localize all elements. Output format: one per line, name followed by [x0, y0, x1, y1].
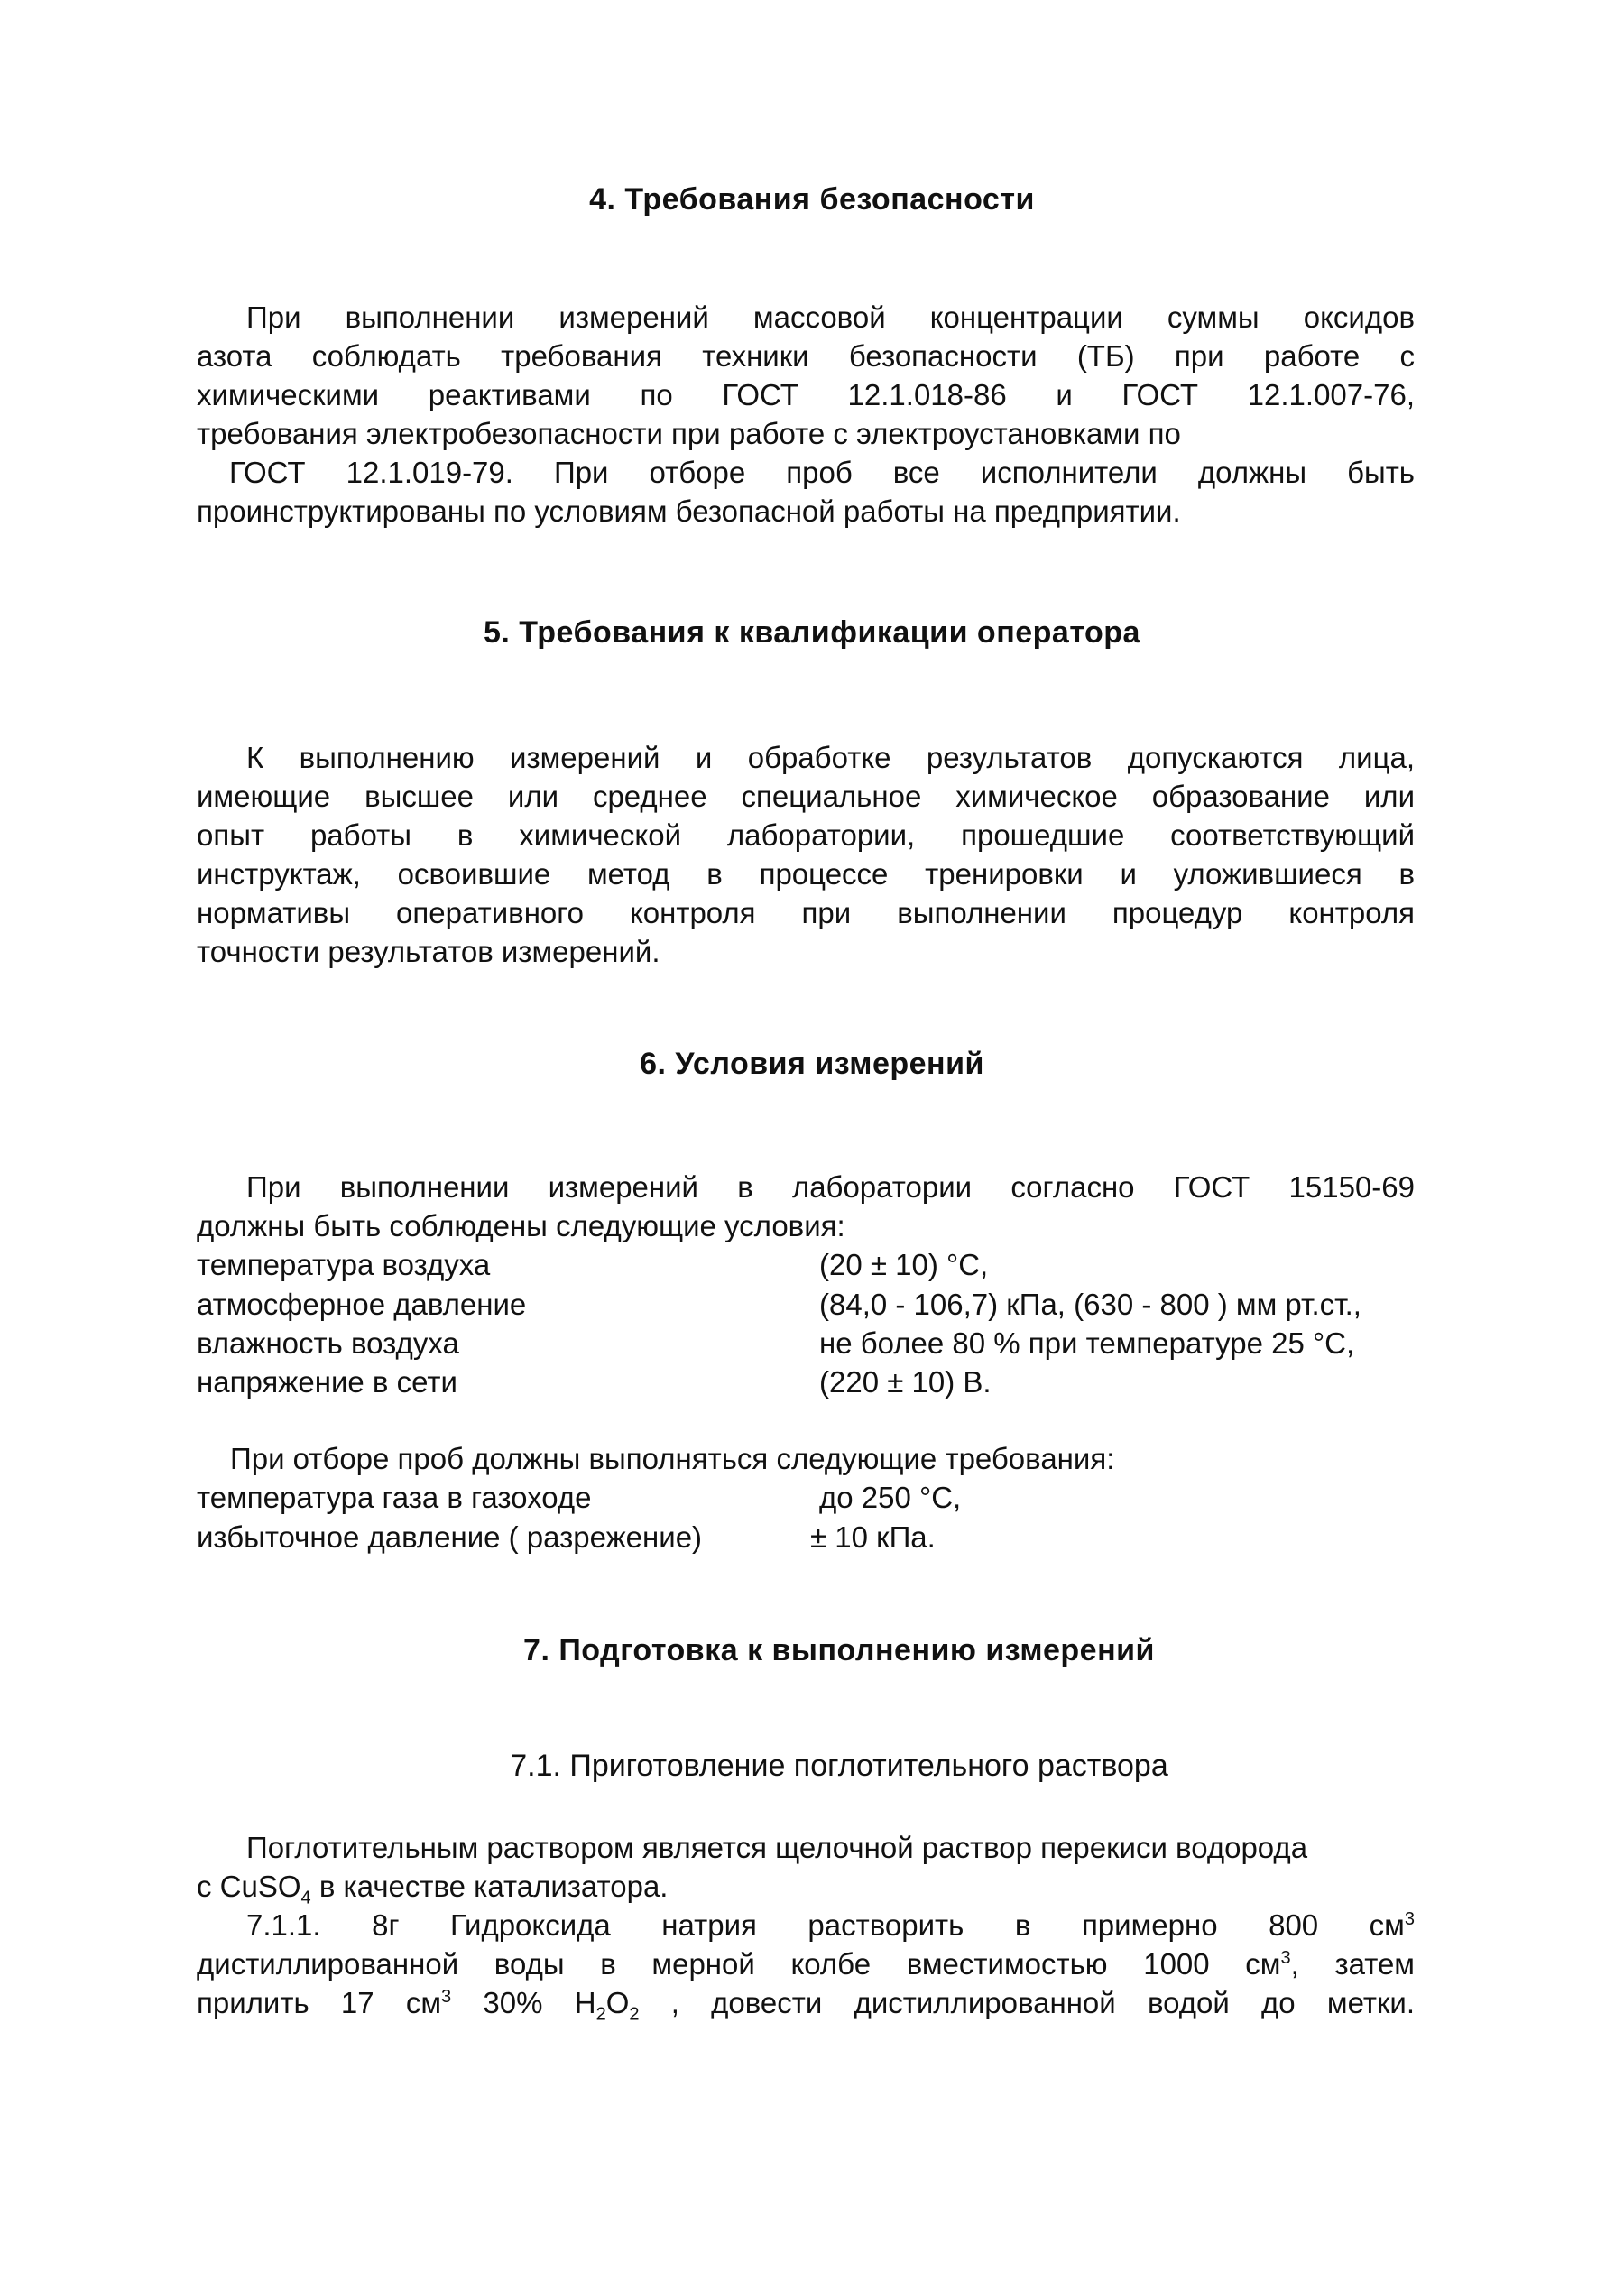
text-line: Поглотительным раствором является щелочной раствор перекиси водорода [246, 1831, 1308, 1864]
condition-value: не более 80 % при температуре 25 °С, [819, 1326, 1355, 1360]
condition-row [197, 1362, 1460, 1401]
condition-value: (20 ± 10) °С, [819, 1248, 989, 1281]
text-fragment: , довести дистиллированной водой до метки. [639, 1986, 1415, 2019]
text-line: химическими реактивами по ГОСТ 12.1.018-86 и ГОСТ 12.1.007-76, [197, 378, 1415, 411]
text-fragment: 7.1.1. 8г Гидроксида натрия растворить в примерно 800 см [246, 1908, 1405, 1942]
subscript: 2 [629, 2004, 640, 2025]
section-6-title: 6. Условия измерений [640, 1047, 984, 1081]
condition-value: (220 ± 10) В. [819, 1365, 992, 1399]
condition-value: (84,0 - 106,7) кПа, (630 - 800 ) мм рт.ст., [819, 1288, 1361, 1321]
sampling-intro [230, 1439, 1493, 1478]
section-4-title: 4. Требования безопасности [589, 182, 1035, 217]
text-line: требования электробезопасности при работе с электроустановками по [197, 417, 1181, 450]
condition-name: атмосферное давление [197, 1288, 527, 1321]
text-line: опыт работы в химической лаборатории, прошедшие соответствующий [197, 818, 1415, 852]
text-line: имеющие высшее или среднее специальное химическое образование или [197, 780, 1415, 813]
text-fragment: O [605, 1986, 630, 2019]
condition-row [197, 1324, 1460, 1362]
text-fragment: дистиллированной воды в мерной колбе вместимостью 1000 см [197, 1947, 1281, 1981]
text-line: проинструктированы по условиям безопасной работы на предприятии. [197, 494, 1181, 528]
text-line: инструктаж, освоившие метод в процессе тренировки и уложившиеся в [197, 857, 1415, 891]
sampling-value: ± 10 кПа. [810, 1520, 936, 1554]
section-7-paragraph [197, 1828, 1415, 2025]
text-line [197, 1867, 1415, 1906]
subscript: 2 [595, 2004, 606, 2025]
section-7-title: 7. Подготовка к выполнению измерений [523, 1633, 1155, 1667]
sampling-name: избыточное давление ( разрежение) [197, 1520, 703, 1554]
section-5-title: 5. Требования к квалификации оператора [484, 615, 1140, 650]
sampling-value: до 250 °С, [819, 1481, 962, 1514]
section-6-intro [197, 1168, 1415, 1245]
section-5-paragraph [197, 738, 1415, 971]
condition-name: температура воздуха [197, 1248, 491, 1281]
text-line: При выполнении измерений массовой концентрации суммы оксидов [246, 300, 1415, 334]
text-line [197, 1906, 1415, 1944]
superscript: 3 [1280, 1948, 1291, 1968]
sampling-row [197, 1478, 1460, 1517]
sampling-row [197, 1518, 1460, 1556]
condition-name: напряжение в сети [197, 1365, 457, 1399]
condition-row [197, 1245, 1460, 1284]
text-line: При выполнении измерений в лаборатории согласно ГОСТ 15150-69 [246, 1170, 1415, 1204]
subscript: 4 [300, 1888, 311, 1908]
text-line [197, 1983, 1415, 2025]
text-fragment: с CuSO [197, 1870, 301, 1903]
condition-name: влажность воздуха [197, 1326, 459, 1360]
text-line: азота соблюдать требования техники безопасности (ТБ) при работе с [197, 339, 1415, 373]
text-fragment: в качестве катализатора. [310, 1870, 669, 1903]
text-fragment: прилить 17 см [197, 1986, 442, 2019]
section-4-paragraph [197, 298, 1415, 531]
text-line: должны быть соблюдены следующие условия: [197, 1209, 845, 1242]
text-line: точности результатов измерений. [197, 935, 660, 968]
text-line [197, 1944, 1415, 1983]
text-line: нормативы оперативного контроля при выполнении процедур контроля [197, 896, 1415, 929]
condition-row [197, 1285, 1460, 1324]
text-line: ГОСТ 12.1.019-79. При отборе проб все исполнители должны быть [229, 456, 1415, 489]
sampling-name: температура газа в газоходе [197, 1481, 592, 1514]
sampling-intro-text: При отборе проб должны выполняться следующие требования: [230, 1442, 1115, 1475]
text-fragment: , затем [1290, 1947, 1415, 1981]
section-7-1-title: 7.1. Приготовление поглотительного раствора [510, 1749, 1168, 1783]
text-fragment: 30% H [451, 1986, 596, 2019]
superscript: 3 [1404, 1909, 1415, 1929]
superscript: 3 [441, 1987, 452, 2007]
text-line: К выполнению измерений и обработке результатов допускаются лица, [246, 741, 1415, 774]
